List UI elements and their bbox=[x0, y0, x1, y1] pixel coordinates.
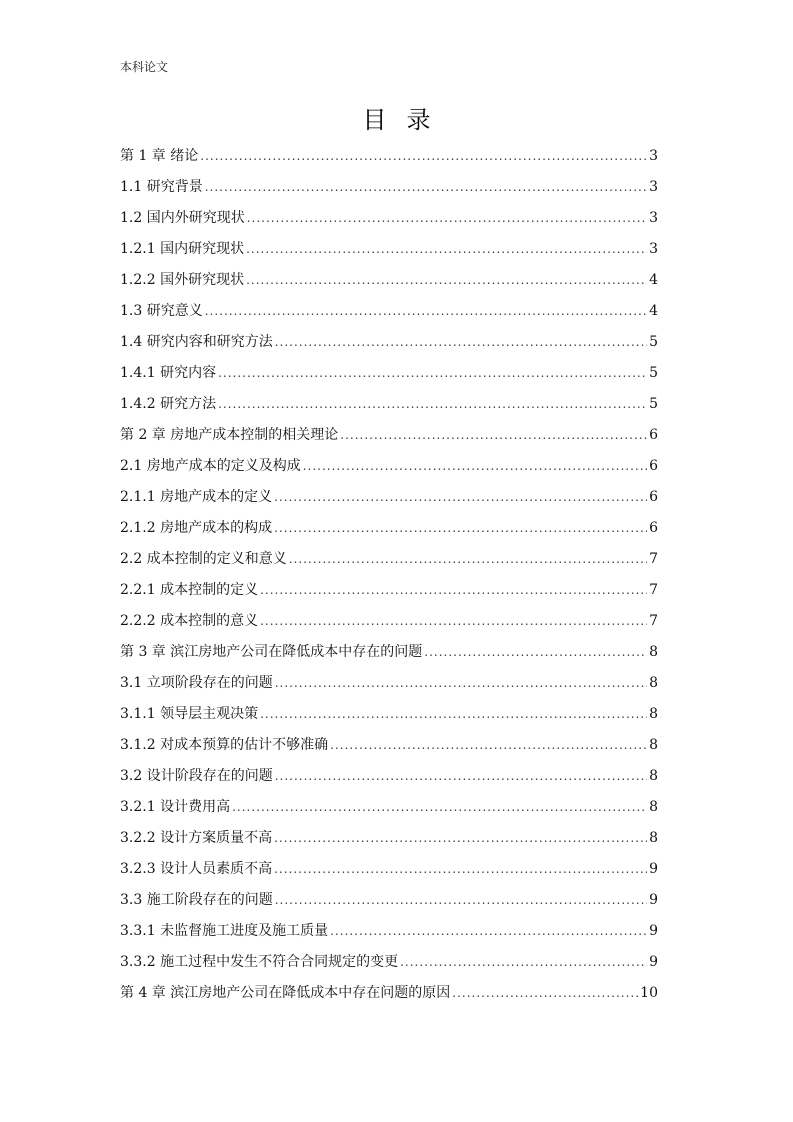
toc-dot-leader bbox=[260, 575, 647, 606]
toc-entry-title: 2.1.2 房地产成本的构成 bbox=[120, 520, 273, 536]
toc-entry-title: 3.3 施工阶段存在的问题 bbox=[120, 892, 273, 908]
toc-page-number: 8 bbox=[649, 799, 658, 815]
toc-page-number: 3 bbox=[649, 210, 658, 226]
toc-page-number: 8 bbox=[649, 644, 658, 660]
toc-entry-title: 1.3 研究意义 bbox=[120, 303, 203, 319]
toc-page-number: 5 bbox=[649, 365, 658, 381]
toc-page-number: 9 bbox=[649, 923, 658, 939]
toc-dot-leader bbox=[400, 947, 647, 978]
toc-page-number: 6 bbox=[649, 458, 658, 474]
toc-dot-leader bbox=[205, 296, 647, 327]
toc-dot-leader bbox=[275, 885, 647, 916]
toc-page-number: 3 bbox=[649, 241, 658, 257]
toc-entry[interactable] bbox=[120, 203, 658, 234]
toc-entry-title: 3.3.2 施工过程中发生不符合合同规定的变更 bbox=[120, 954, 399, 970]
toc-entry[interactable] bbox=[120, 234, 658, 265]
toc-entry[interactable] bbox=[120, 575, 658, 606]
toc-entry[interactable] bbox=[120, 141, 658, 172]
toc-entry[interactable] bbox=[120, 513, 658, 544]
toc-entry-title: 3.2 设计阶段存在的问题 bbox=[120, 768, 273, 784]
toc-entry-title: 第 2 章 房地产成本控制的相关理论 bbox=[120, 427, 339, 443]
toc-entry[interactable] bbox=[120, 761, 658, 792]
toc-entry-title: 第 3 章 滨江房地产公司在降低成本中存在的问题 bbox=[120, 644, 423, 660]
toc-dot-leader bbox=[274, 854, 647, 885]
toc-entry-title: 2.1.1 房地产成本的定义 bbox=[120, 489, 273, 505]
toc-page-number: 8 bbox=[649, 706, 658, 722]
toc-page-number: 7 bbox=[649, 613, 658, 629]
toc-page-number: 9 bbox=[649, 861, 658, 877]
toc-dot-leader bbox=[340, 420, 647, 451]
toc-page-number: 8 bbox=[649, 737, 658, 753]
toc-dot-leader bbox=[274, 513, 647, 544]
toc-page-number: 3 bbox=[649, 179, 658, 195]
toc-dot-leader bbox=[246, 234, 647, 265]
toc-dot-leader bbox=[275, 327, 647, 358]
table-of-contents bbox=[120, 141, 658, 1009]
toc-entry[interactable] bbox=[120, 358, 658, 389]
toc-page-number: 4 bbox=[649, 272, 658, 288]
toc-dot-leader bbox=[218, 358, 647, 389]
toc-page-number: 5 bbox=[649, 334, 658, 350]
page-title: 目录 bbox=[362, 106, 451, 134]
toc-entry[interactable] bbox=[120, 482, 658, 513]
toc-entry[interactable] bbox=[120, 327, 658, 358]
toc-dot-leader bbox=[330, 916, 647, 947]
toc-entry-title: 1.2 国内外研究现状 bbox=[120, 210, 245, 226]
toc-entry-title: 2.1 房地产成本的定义及构成 bbox=[120, 458, 301, 474]
toc-entry[interactable] bbox=[120, 792, 658, 823]
toc-entry-title: 2.2.1 成本控制的定义 bbox=[120, 582, 259, 598]
running-header: 本科论文 bbox=[120, 60, 169, 74]
toc-dot-leader bbox=[274, 482, 647, 513]
toc-dot-leader bbox=[260, 606, 647, 637]
toc-entry[interactable] bbox=[120, 947, 658, 978]
toc-entry[interactable] bbox=[120, 916, 658, 947]
toc-page-number: 8 bbox=[649, 675, 658, 691]
toc-entry-title: 1.2.2 国外研究现状 bbox=[120, 272, 245, 288]
toc-entry-title: 3.1.2 对成本预算的估计不够准确 bbox=[120, 737, 329, 753]
toc-page-number: 6 bbox=[649, 489, 658, 505]
toc-dot-leader bbox=[247, 203, 647, 234]
toc-entry[interactable] bbox=[120, 389, 658, 420]
toc-dot-leader bbox=[303, 451, 647, 482]
toc-page-number: 9 bbox=[649, 954, 658, 970]
toc-dot-leader bbox=[452, 978, 638, 1009]
toc-dot-leader bbox=[260, 699, 647, 730]
toc-entry-title: 3.2.3 设计人员素质不高 bbox=[120, 861, 273, 877]
toc-entry[interactable] bbox=[120, 265, 658, 296]
toc-dot-leader bbox=[289, 544, 647, 575]
toc-entry[interactable] bbox=[120, 668, 658, 699]
toc-entry[interactable] bbox=[120, 854, 658, 885]
toc-dot-leader bbox=[200, 141, 647, 172]
toc-entry-title: 3.1.1 领导层主观决策 bbox=[120, 706, 259, 722]
toc-entry-title: 1.4.2 研究方法 bbox=[120, 396, 217, 412]
toc-entry-title: 3.2.2 设计方案质量不高 bbox=[120, 830, 273, 846]
toc-entry[interactable] bbox=[120, 637, 658, 668]
toc-entry-title: 2.2.2 成本控制的意义 bbox=[120, 613, 259, 629]
toc-entry[interactable] bbox=[120, 296, 658, 327]
toc-page-number: 4 bbox=[649, 303, 658, 319]
toc-entry-title: 3.3.1 未监督施工进度及施工质量 bbox=[120, 923, 329, 939]
toc-page-number: 8 bbox=[649, 768, 658, 784]
toc-page-number: 10 bbox=[640, 985, 658, 1001]
toc-dot-leader bbox=[275, 761, 647, 792]
toc-entry-title: 1.4 研究内容和研究方法 bbox=[120, 334, 273, 350]
toc-entry[interactable] bbox=[120, 420, 658, 451]
toc-page-number: 9 bbox=[649, 892, 658, 908]
toc-entry-title: 1.1 研究背景 bbox=[120, 179, 203, 195]
toc-entry-title: 3.2.1 设计费用高 bbox=[120, 799, 231, 815]
toc-dot-leader bbox=[218, 389, 647, 420]
toc-dot-leader bbox=[232, 792, 647, 823]
toc-entry[interactable] bbox=[120, 172, 658, 203]
toc-entry-title: 1.2.1 国内研究现状 bbox=[120, 241, 245, 257]
toc-entry[interactable] bbox=[120, 544, 658, 575]
toc-dot-leader bbox=[424, 637, 647, 668]
toc-entry[interactable] bbox=[120, 823, 658, 854]
toc-entry-title: 2.2 成本控制的定义和意义 bbox=[120, 551, 287, 567]
toc-dot-leader bbox=[330, 730, 647, 761]
toc-entry[interactable] bbox=[120, 885, 658, 916]
toc-dot-leader bbox=[275, 668, 647, 699]
toc-entry[interactable] bbox=[120, 699, 658, 730]
toc-entry-title: 3.1 立项阶段存在的问题 bbox=[120, 675, 273, 691]
toc-entry-title: 1.4.1 研究内容 bbox=[120, 365, 217, 381]
toc-entry[interactable] bbox=[120, 606, 658, 637]
toc-entry-title: 第 4 章 滨江房地产公司在降低成本中存在问题的原因 bbox=[120, 985, 451, 1001]
toc-entry[interactable] bbox=[120, 978, 658, 1009]
toc-dot-leader bbox=[246, 265, 647, 296]
toc-entry-title: 第 1 章 绪论 bbox=[120, 148, 199, 164]
toc-dot-leader bbox=[274, 823, 647, 854]
toc-page-number: 6 bbox=[649, 427, 658, 443]
toc-entry[interactable] bbox=[120, 730, 658, 761]
toc-page-number: 7 bbox=[649, 551, 658, 567]
toc-dot-leader bbox=[205, 172, 647, 203]
toc-page-number: 3 bbox=[649, 148, 658, 164]
toc-page-number: 8 bbox=[649, 830, 658, 846]
toc-entry[interactable] bbox=[120, 451, 658, 482]
toc-page-number: 5 bbox=[649, 396, 658, 412]
toc-page-number: 7 bbox=[649, 582, 658, 598]
toc-page-number: 6 bbox=[649, 520, 658, 536]
